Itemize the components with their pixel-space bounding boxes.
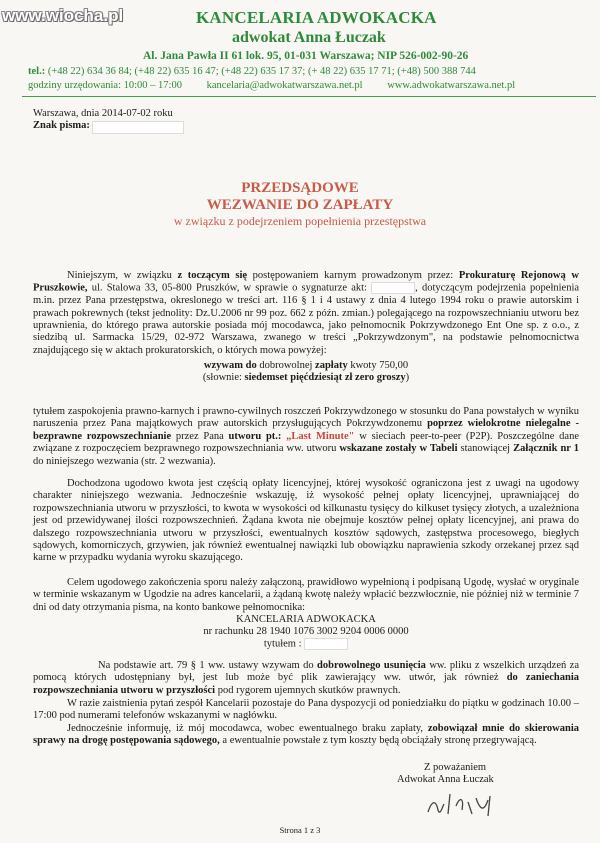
contact-line [28, 80, 515, 91]
demand-amount: wzywam do dobrowolnej zapłaty kwoty 750,00 [203, 360, 409, 371]
firm-address: Al. Jana Pawła II 61 lok. 95, 01-031 Warszawa; NIP 526-002-90-26 [143, 50, 469, 62]
lawyer-name: adwokat Anna Łuczak [232, 29, 386, 46]
bank-name: KANCELARIA ADWOKACKA [236, 614, 376, 625]
office-hours: godziny urzędowania: 10:00 – 17:00 [28, 80, 182, 91]
title-subtitle: w związku z podejrzeniem popełnienia przestępstwa [173, 214, 427, 228]
phone-label: tel.: [28, 66, 46, 77]
paragraph-court: Jednocześnie informuję, iż mój mocodawca, wobec ewentualnego braku zapłaty, zobowiązał mnie do skierowania sprawy na drogę postępowania sądowego, a ewentualnie powstałe z tym koszty będą obciążały stronę przegrywającą. [33, 723, 580, 747]
signature [424, 790, 504, 826]
paragraph-contact: W razie zaistnienia pytań zespół Kancelarii pozostaje do Pana dyspozycji od poniedziałku do piątku w godzinach 10.00 – 17:00 pod numerami telefonów wskazanymi w nagłówku. [33, 698, 579, 722]
closing-name: Adwokat Anna Łuczak [397, 774, 494, 785]
bank-account: nr rachunku 28 1940 1076 3002 9204 0006 0000 [203, 626, 409, 637]
paragraph-intro: Niniejszym, w związku z toczącym się postępowaniem karnym prowadzonym przez: Prokuraturę Rejonową w Pruszkowie, ul. Stalowa 33, 05-800 Pruszków, w sprawie o sygnaturze akt: , dotyczącym podejrzenia popełnienia m.in. przez Pana przestępstwa, okreslonego w treści art. 116 § 1 i 4 ustawy z dnia 4 lutego 1994 roku o prawie autorskim i prawach pokrewnych (tekst jednolity: Dz.U.2006 nr 99 poz. 662 z późn. zmian.) polegającego na rozpowszechnianiu utworu bez uprawnienia, do którego prawa autorskie posiada mój mocodawca, jako pełnomocnik Pokrzywdzonego Ent One sp. z o.o., z siedzibą ul. Sarmacka 15/29, 02-972 Warszawa, zwanego w treści „Pokrzywdzonym", na podstawie pełnomocnictwa znajdującego się w aktach prokuratorskich, o których mowa powyżej: [33, 270, 580, 356]
closing-greeting: Z poważaniem [424, 762, 487, 773]
header-divider [22, 96, 596, 97]
demand-amount-words: (słownie: siedemset pięćdziesiąt zł zero groszy) [202, 372, 410, 383]
title-line-2: WEZWANIE DO ZAPŁATY [206, 197, 394, 213]
website-link[interactable]: www.adwokatwarszawa.net.pl [387, 80, 516, 91]
firm-name: KANCELARIA ADWOKACKA [196, 8, 437, 27]
watermark: www.wiocha.pl [2, 6, 124, 25]
phone-numbers: (+48 22) 634 36 84; (+48 22) 635 16 47; (+48 22) 635 17 37; (+ 48 22) 635 17 71; (+48) 500 388 744 [47, 66, 476, 77]
reference-label: Znak pisma: [33, 120, 90, 131]
paragraph-infringement: tytułem zaspokojenia prawno-karnych i prawno-cywilnych roszczeń Pokrzywdzonego w stosunku do Pana powstałych w wyniku naruszenia przez Pana majątkowych praw autorskich przysługujących Pokrzywdzonemu poprzez wielokrotne nielegalne - bezprawne rozpowszechnianie przez Pana utworu pt.: „Last Minute" w sieciach peer-to-peer (P2P). Poszczególne dane związane z rozpoczęciem bezprawnego rozpowszechniania ww. utworu wskazane zostały w Tabeli stanowiącej Załącznik nr 1 do niniejszego wezwania (str. 2 wezwania). [33, 406, 580, 467]
phone-line [28, 66, 476, 77]
paragraph-removal: Na podstawie art. 79 § 1 ww. ustawy wzywam do dobrowolnego usunięcia ww. pliku z wszelkich urządzeń za pomocą których udostępniany był, jest lub może być plik zawierający ww. utwór, jak również do zaniechania rozpowszechniania utworu w przyszłości pod rygorem ujemnych skutków prawnych. [33, 660, 580, 696]
email-link[interactable]: kancelaria@adwokatwarszawa.net.pl [206, 80, 363, 91]
title-line-1: PRZEDSĄDOWE [241, 180, 359, 196]
paragraph-license: Dochodzona ugodowo kwota jest częścią opłaty licencyjnej, której wysokość ograniczona jest z uwagi na ugodowy charakter niniejszego wezwania. Jednocześnie wskazuję, iż wysokość pełnej opłaty licencyjnej, uprawniającej do rozpowszechniania utworu w przyszłości, to kwota w wysokości od kilkunastu tysięcy do kilkuset tysięcy złotych, a uzależniona jest od przewidywanej ilości rozpowszechnień. Żądana kwota nie obejmuje kosztów pełnej opłaty licencyjnej, ani prawa do dalszego rozpowszechniania utworu w przyszłości, ewentualnych kosztów sądowych, zastępstwa procesowego, biegłych sądowych, komorniczych, grzywien, jak również ewentualnej nawiązki lub obowiązku naprawienia szkody orzekanej przez sąd karne w przypadku wydania wyroku skazującego. [33, 478, 579, 564]
place-date: Warszawa, dnia 2014-07-02 roku [33, 108, 173, 119]
case-number-redaction [371, 282, 415, 294]
paragraph-settlement: Celem ugodowego zakończenia sporu należy załączoną, prawidłowo wypełnioną i podpisaną Ugodę, wysłać w oryginale w terminie wskazanym w Ugodzie na adres kancelarii, a żądaną kwotę należy wpłacić bezzwłocznie, nie później niż w terminie 7 dni od daty otrzymania pisma, na konto bankowe pełnomocnika: [33, 577, 579, 613]
bank-title: tytułem : [33, 638, 579, 651]
reference-redaction [92, 121, 184, 134]
title-redaction [304, 638, 348, 650]
page-footer: Strona 1 z 3 [279, 825, 321, 835]
